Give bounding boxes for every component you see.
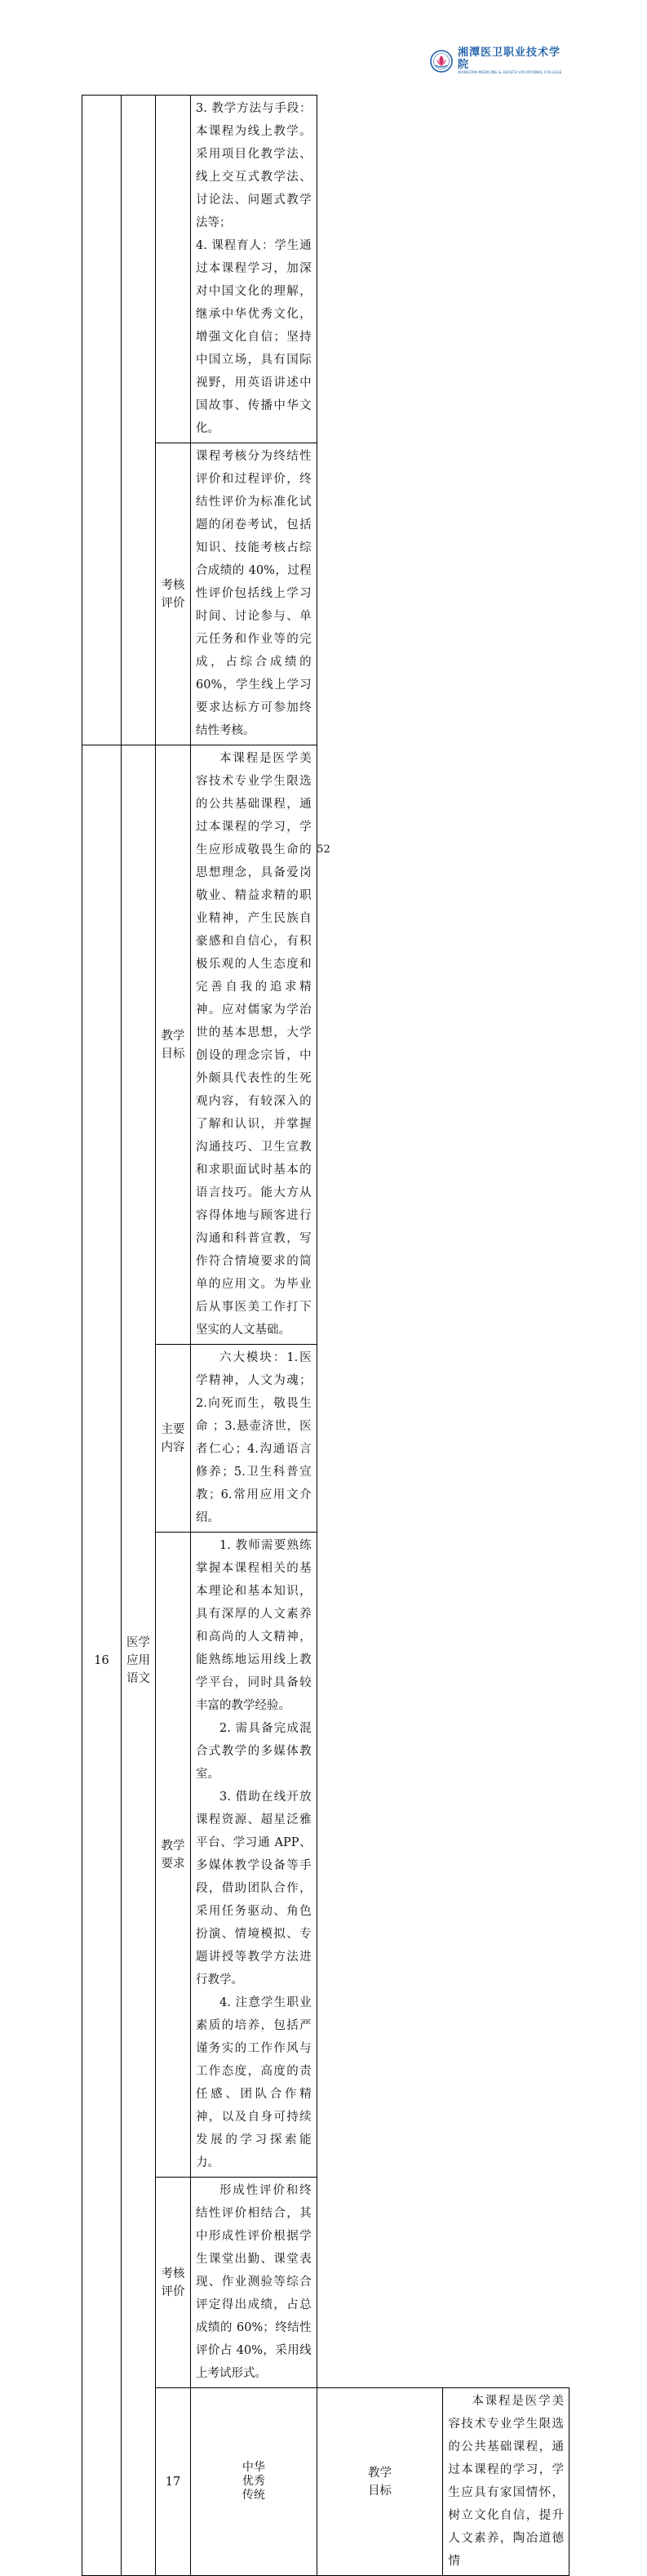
row-number: 17: [156, 2388, 191, 2576]
assessment-text: 形成性评价和终结性评价相结合，其中形成性评价根据学生课堂出勤、课堂表现、作业测验等综合评定得出成绩，占总成绩的 60%；终结性评价占 40%，采用线上考试形式。: [191, 2178, 317, 2388]
ideology-paragraph: 4. 课程育人：学生通过本课程学习，加深对中国文化的理解，继承中华优秀文化，增强文化自信；坚持中国立场，具有国际视野，用英语讲述中国故事、传播中华文化。: [196, 239, 312, 435]
teaching-goal-text: 本课程是医学美容技术专业学生限选的公共基础课程，通过本课程的学习，学生应具有家国情怀，树立文化自信，提升人文素养，陶冶道德情: [443, 2388, 569, 2576]
table-row: [82, 443, 569, 745]
assessment-label: 考核 评价: [156, 443, 191, 745]
course-name: 中华 优秀 传统: [191, 2388, 317, 2576]
methods-paragraph: 3. 教学方法与手段：本课程为线上教学。采用项目化教学法、线上交互式教学法、讨论法、问题式教学法等；: [196, 102, 312, 229]
category-label-cell: [156, 96, 191, 443]
logo-english-name: XIANGTAN MEDICINE & HEALTH VOCATIONAL COLLEGE: [458, 71, 562, 75]
logo-chinese-name: 湘潭医卫职业技术学院: [458, 47, 561, 71]
methods-cell: [191, 96, 317, 443]
course-name-cell: [122, 96, 156, 745]
table-row: [82, 96, 569, 443]
table-row: [82, 2388, 569, 2576]
list-item: 4. 注意学生职业素质的培养，包括严谨务实的工作作风与工作态度，高度的责任感、团队合作精神，以及自身可持续发展的学习探索能力。: [196, 1996, 312, 2169]
college-logo: [430, 49, 569, 73]
list-item: 2. 需具备完成混合式教学的多媒体教室。: [196, 1722, 312, 1781]
teaching-goal-label: 教学 目标: [156, 745, 191, 1345]
row-number: 16: [82, 745, 122, 2576]
assessment-text: 课程考核分为终结性评价和过程评价，终结性评价为标准化试题的闭卷考试，包括知识、技能考核占综合成绩的 40%，过程性评价包括线上学习时间、讨论参与、单元任务和作业等的完成，占综合成绩的 60%，学生线上学习要求达标方可参加终结性考核。: [191, 443, 317, 745]
curriculum-table: [82, 95, 569, 2576]
table-row: [82, 1345, 569, 1533]
assessment-label: 考核 评价: [156, 2178, 191, 2388]
teaching-goal-text: 本课程是医学美容技术专业学生限选的公共基础课程，通过本课程的学习，学生应形成敬畏生命的思想理念，具备爱岗敬业、精益求精的职业精神，产生民族自豪感和自信心，有积极乐观的人生态度和完善自我的追求精神。应对儒家为学治世的基本思想，大学创设的理念宗旨，中外颇具代表性的生死观内容，有较深入的了解和认识，并掌握沟通技巧、卫生宣教和求职面试时基本的语言技巧。能大方从容得体地与顾客进行沟通和科普宣教，写作符合情境要求的简单的应用文。为毕业后从事医美工作打下坚实的人文基础。: [191, 745, 317, 1345]
table-row: [82, 745, 569, 1345]
list-item: 1. 教师需要熟练掌握本课程相关的基本理论和基本知识，具有深厚的人文素养和高尚的人文精神，能熟练地运用线上教学平台，同时具备较丰富的教学经验。: [196, 1539, 312, 1712]
course-name: 医学 应用 语文: [122, 745, 156, 2576]
main-content-text: 六大模块：1.医学精神，人文为魂；2.向死而生，敬畏生命 ；3.悬壶济世，医者仁心；4.沟通语言修养；5.卫生科普宣教；6.常用应用文介绍。: [191, 1345, 317, 1533]
table-row: [82, 1533, 569, 2178]
teaching-requirement-text: [191, 1533, 317, 2178]
table-row: [82, 2178, 569, 2388]
teaching-requirement-label: 教学 要求: [156, 1533, 191, 2178]
main-content-label: 主要 内容: [156, 1345, 191, 1533]
list-item: 3. 借助在线开放课程资源、超星泛雅平台、学习通 APP、多媒体教学设备等手段，借助团队合作，采用任务驱动、角色扮演、情境模拟、专题讲授等教学方法进行教学。: [196, 1791, 312, 1987]
row-number-cell: [82, 96, 122, 745]
page-number: 52: [317, 843, 330, 856]
college-emblem-icon: [430, 50, 453, 73]
teaching-goal-label: 教学 目标: [317, 2388, 443, 2576]
